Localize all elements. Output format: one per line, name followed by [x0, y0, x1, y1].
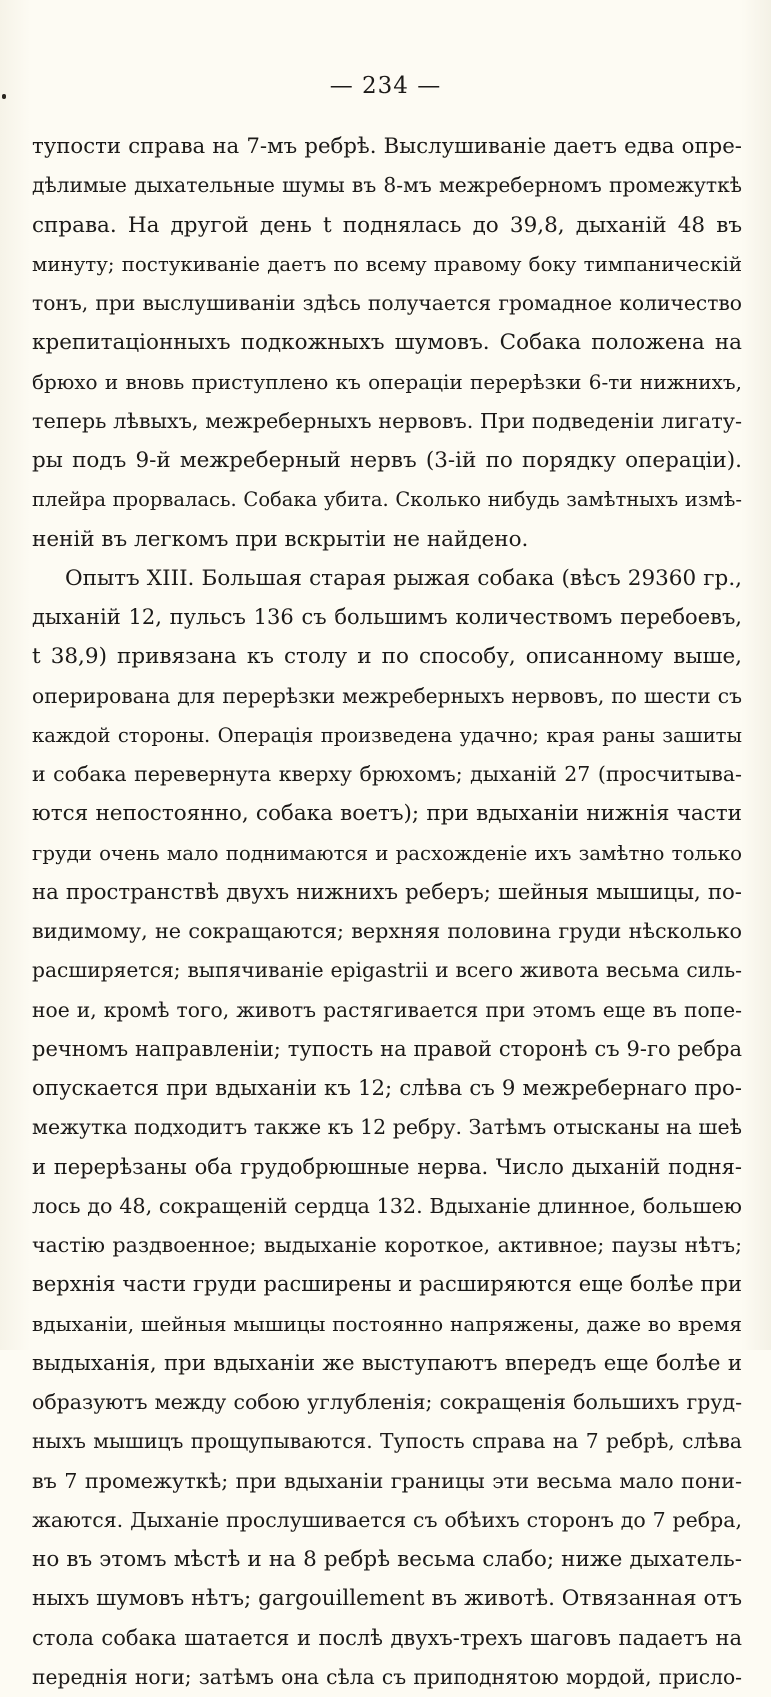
text-line: крепитацiонныхъ подкожныхъ шумовъ. Собака положена на: [32, 330, 742, 356]
text-line: тупости справа на 7-мъ ребрѣ. Выслушиванiе даетъ едва опре-: [32, 134, 742, 159]
text-line: жаются. Дыханiе прослушивается съ обѣихъ сторонъ до 7 ребра,: [32, 1507, 742, 1532]
text-line: t 38,9) привязана къ столу и по способу, описанному выше,: [32, 644, 742, 670]
body-text: [32, 127, 742, 1697]
text-line: верхнiя части груди расширены и расширяются еще болѣе при: [32, 1272, 742, 1297]
text-line: речномъ направленiи; тупость на правой сторонѣ съ 9-го ребра: [32, 1036, 742, 1061]
text-line: брюхо и вновь приступлено къ операцiи перерѣзки 6-ти нижнихъ,: [32, 369, 742, 394]
text-line: теперь лѣвыхъ, межреберныхъ нервовъ. При подведенiи лигату-: [32, 408, 742, 433]
text-line: расширяется; выпячиванiе epigastrii и всего живота весьма силь-: [32, 958, 742, 983]
text-line: въ 7 промежуткѣ; при вдыханiи границы эти весьма мало пони-: [32, 1468, 742, 1493]
text-line: переднiя ноги; затѣмъ она сѣла съ приподнятою мордой, присло-: [32, 1664, 742, 1689]
page-number: — 234 —: [329, 73, 442, 99]
text-line: стола собака шатается и послѣ двухъ-трехъ шаговъ падаетъ на: [32, 1625, 742, 1650]
text-line: выдыханiя, при вдыханiи же выступаютъ впередъ еще болѣе и: [32, 1350, 742, 1376]
text-line: минуту; постукиванiе даетъ по всему правому боку тимпаническiй: [32, 252, 742, 276]
text-line: на пространствѣ двухъ нижнихъ реберъ; шейныя мышицы, по-: [32, 879, 742, 905]
text-line: ненiй въ легкомъ при вскрытiи не найдено.: [32, 526, 529, 552]
text-line: межутка подходитъ также къ 12 ребру. Затѣмъ отысканы на шеѣ: [32, 1115, 742, 1140]
text-line: дыханiй 12, пульсъ 136 съ большимъ количествомъ перебоевъ,: [32, 605, 742, 629]
text-line: справа. На другой день t поднялась до 39,8, дыханiй 48 въ: [32, 212, 742, 238]
text-line: лось до 48, сокращенiй сердца 132. Вдыханiе длинное, большею: [32, 1193, 742, 1218]
text-line: дѣлимые дыхательные шумы въ 8-мъ межреберномъ промежуткѣ: [32, 173, 742, 198]
text-line: ное и, кромѣ того, животъ растягивается при этомъ еще въ попе-: [32, 997, 742, 1022]
text-line: частiю раздвоенное; выдыханiе короткое, активное; паузы нѣтъ;: [32, 1233, 742, 1257]
text-line: опускается при вдыханiи къ 12; слѣва съ 9 межребернаго про-: [32, 1076, 742, 1101]
text-line: и собака перевернута кверху брюхомъ; дыханiй 27 (просчитыва-: [32, 762, 742, 786]
text-line: тонъ, при выслушиванiи здѣсь получается громадное количество: [32, 291, 742, 315]
text-line: вдыханiи, шейныя мышицы постоянно напряжены, даже во время: [32, 1311, 742, 1336]
text-line: образуютъ между собою углубленiя; сокращенiя большихъ груд-: [32, 1390, 742, 1414]
text-line: ныхъ шумовъ нѣтъ; gargouillement въ животѣ. Отвязанная отъ: [32, 1586, 742, 1612]
text-line: и перерѣзаны оба грудобрюшные нерва. Число дыханiй подня-: [32, 1154, 742, 1179]
text-line: оперирована для перерѣзки межреберныхъ нервовъ, по шести съ: [32, 683, 742, 708]
text-line: ются непостоянно, собака воетъ); при вдыханiи нижнiя части: [32, 801, 742, 827]
text-line: каждой стороны. Операцiя произведена удачно; края раны зашиты: [32, 723, 742, 747]
text-line: но въ этомъ мѣстѣ и на 8 ребрѣ весьма слабо; ниже дыхатель-: [32, 1547, 742, 1572]
text-line: груди очень мало поднимаются и расхожденiе ихъ замѣтно только: [32, 841, 742, 865]
text-line: плейра прорвалась. Собака убита. Сколько нибудь замѣтныхъ измѣ-: [32, 488, 742, 512]
text-line: ры подъ 9-й межреберный нервъ (3-iй по порядку операцiи).: [32, 448, 742, 473]
text-line: Опытъ XIII. Большая старая рыжая собака (вѣсъ 29360 гр.,: [65, 565, 742, 591]
text-line: ныхъ мышицъ прощупываются. Тупость справа на 7 ребрѣ, слѣва: [32, 1429, 742, 1454]
text-line: видимому, не сокращаются; верхняя половина груди нѣсколько: [32, 919, 742, 943]
